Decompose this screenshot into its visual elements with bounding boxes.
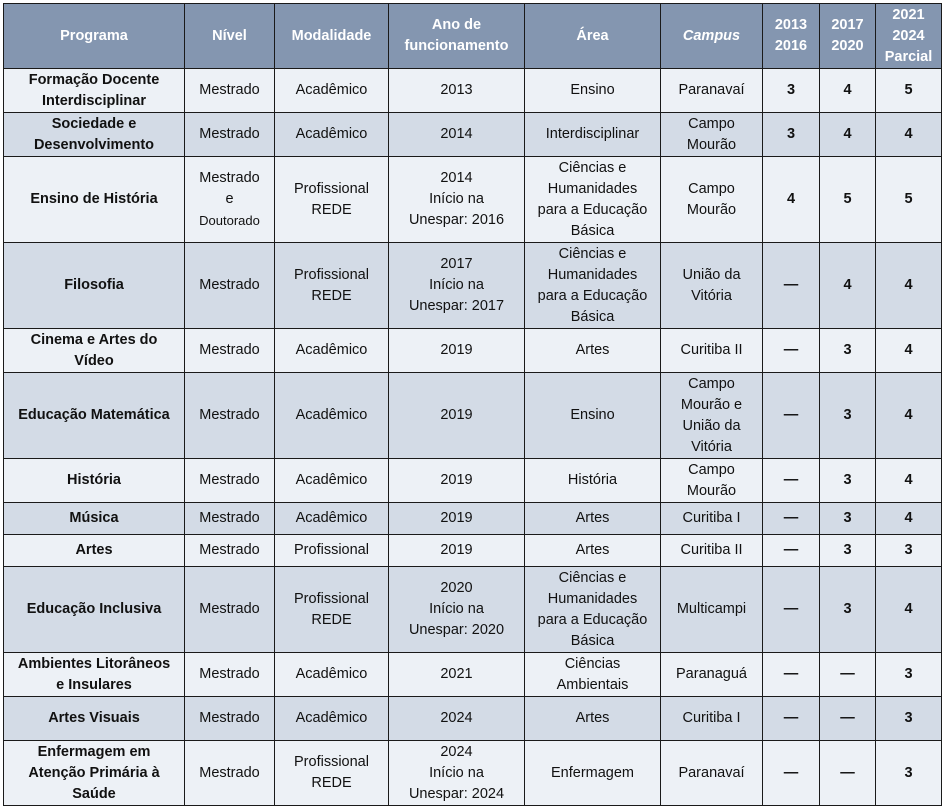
row-programa-line: Cinema e Artes do xyxy=(30,331,158,348)
row-nivel xyxy=(185,741,275,806)
row-area-line: História xyxy=(567,472,618,488)
row-area-line: Ciências e xyxy=(558,569,627,586)
header-period-line: 2020 xyxy=(831,38,864,54)
row-modalidade xyxy=(275,373,389,459)
row-ano-line: Unespar: 2017 xyxy=(408,298,505,314)
programs-table xyxy=(3,3,942,806)
row-campus-line: Campo xyxy=(688,461,735,478)
row-nivel xyxy=(185,653,275,697)
row-programa-line: Vídeo xyxy=(74,352,114,369)
row-campus xyxy=(661,243,763,329)
row-modalidade-line: Acadêmico xyxy=(295,710,368,726)
row-campus-line: Vitória xyxy=(691,287,732,304)
row-campus xyxy=(661,567,763,653)
header-ano-line: funcionamento xyxy=(404,38,509,54)
row-score-period-1: 3 xyxy=(763,113,820,157)
row-ano-line: 2019 xyxy=(440,472,473,488)
row-nivel xyxy=(185,373,275,459)
row-nivel-line: Mestrado xyxy=(199,170,260,186)
row-score-period-2: 3 xyxy=(820,503,876,535)
row-programa xyxy=(4,329,185,373)
row-area-line: Básica xyxy=(570,308,615,325)
row-programa xyxy=(4,535,185,567)
row-campus-line: Campo xyxy=(688,115,735,132)
row-campus xyxy=(661,157,763,243)
row-nivel xyxy=(185,535,275,567)
row-nivel-line: Mestrado xyxy=(199,666,260,682)
header-modalidade: Modalidade xyxy=(275,4,389,69)
row-modalidade-line: Acadêmico xyxy=(295,82,368,98)
row-campus-line: Curitiba I xyxy=(682,510,741,526)
row-campus-line: Mourão xyxy=(686,482,737,499)
header-period-line: Parcial xyxy=(884,48,933,65)
row-nivel xyxy=(185,567,275,653)
row-nivel xyxy=(185,157,275,243)
row-ano-line: Início na xyxy=(429,601,484,617)
row-modalidade xyxy=(275,69,389,113)
row-programa-line: e Insulares xyxy=(56,676,132,693)
header-period-line: 2021 xyxy=(892,6,925,23)
row-campus-line: Curitiba II xyxy=(680,342,743,358)
row-modalidade-line: Profissional xyxy=(294,590,369,607)
row-modalidade-line: Profissional xyxy=(294,180,369,197)
row-area-line: para a Educação xyxy=(537,611,648,628)
row-campus-line: Multicampi xyxy=(676,601,747,617)
row-campus xyxy=(661,69,763,113)
row-score-period-3: 4 xyxy=(876,113,942,157)
row-area-line: Artes xyxy=(575,710,610,726)
row-ano-line: 2019 xyxy=(440,407,473,423)
row-score-period-2: — xyxy=(820,741,876,806)
row-area-line: Básica xyxy=(570,632,615,649)
row-nivel xyxy=(185,69,275,113)
row-ano xyxy=(389,567,525,653)
row-area-line: Interdisciplinar xyxy=(545,126,640,142)
row-ano xyxy=(389,503,525,535)
row-programa xyxy=(4,741,185,806)
row-programa xyxy=(4,157,185,243)
row-campus xyxy=(661,697,763,741)
row-modalidade xyxy=(275,535,389,567)
row-modalidade xyxy=(275,243,389,329)
row-campus xyxy=(661,113,763,157)
row-score-period-3: 4 xyxy=(876,567,942,653)
row-campus xyxy=(661,503,763,535)
row-nivel-line: Mestrado xyxy=(199,342,260,358)
row-ano-line: 2020 xyxy=(440,580,473,596)
table-row xyxy=(4,157,942,243)
row-score-period-1: — xyxy=(763,373,820,459)
row-programa xyxy=(4,653,185,697)
row-nivel-line: Mestrado xyxy=(199,510,260,526)
row-ano-line: 2021 xyxy=(440,666,473,682)
row-score-period-1: — xyxy=(763,741,820,806)
row-campus xyxy=(661,459,763,503)
row-programa-line: Atenção Primária à xyxy=(28,764,160,781)
table-row xyxy=(4,503,942,535)
row-score-period-3: 4 xyxy=(876,459,942,503)
row-modalidade-line: Acadêmico xyxy=(295,342,368,358)
header-period-2013-2016 xyxy=(763,4,820,69)
row-area xyxy=(525,567,661,653)
row-area xyxy=(525,69,661,113)
row-area-line: Básica xyxy=(570,222,615,239)
row-score-period-3: 3 xyxy=(876,741,942,806)
row-score-period-1: — xyxy=(763,653,820,697)
row-score-period-3: 3 xyxy=(876,535,942,567)
row-programa-line: História xyxy=(67,472,121,488)
row-modalidade-line: REDE xyxy=(311,201,352,218)
row-score-period-3: 3 xyxy=(876,697,942,741)
row-score-period-3: 4 xyxy=(876,503,942,535)
row-campus xyxy=(661,373,763,459)
row-area-line: Ensino xyxy=(570,82,615,98)
row-modalidade xyxy=(275,697,389,741)
row-nivel xyxy=(185,503,275,535)
row-ano-line: 2014 xyxy=(440,126,473,142)
row-area-line: Humanidades xyxy=(547,266,638,283)
row-programa-line: Formação Docente xyxy=(28,71,160,88)
header-area: Área xyxy=(525,4,661,69)
row-nivel xyxy=(185,113,275,157)
row-score-period-1: — xyxy=(763,535,820,567)
header-period-line: 2013 xyxy=(774,17,808,33)
row-modalidade xyxy=(275,567,389,653)
row-ano-line: Início na xyxy=(429,764,484,781)
row-programa xyxy=(4,69,185,113)
row-score-period-1: — xyxy=(763,567,820,653)
row-score-period-2: 3 xyxy=(820,567,876,653)
header-row xyxy=(4,4,942,69)
row-ano xyxy=(389,329,525,373)
row-modalidade-line: Acadêmico xyxy=(295,666,368,682)
row-nivel-line: Mestrado xyxy=(199,472,260,488)
row-modalidade xyxy=(275,329,389,373)
row-area xyxy=(525,243,661,329)
row-programa-line: Ambientes Litorâneos xyxy=(17,655,171,672)
row-area-line: Ensino xyxy=(570,407,615,423)
row-nivel-line: Mestrado xyxy=(199,277,260,293)
table-row xyxy=(4,243,942,329)
row-area xyxy=(525,373,661,459)
row-score-period-2: 3 xyxy=(820,329,876,373)
row-score-period-3: 3 xyxy=(876,653,942,697)
row-ano-line: Unespar: 2016 xyxy=(408,212,505,228)
row-ano xyxy=(389,459,525,503)
row-area xyxy=(525,697,661,741)
row-area xyxy=(525,157,661,243)
table-row xyxy=(4,567,942,653)
row-score-period-2: 3 xyxy=(820,373,876,459)
row-modalidade-line: Profissional xyxy=(294,542,369,558)
table-row xyxy=(4,459,942,503)
row-nivel-line: Mestrado xyxy=(199,710,260,726)
row-area xyxy=(525,653,661,697)
row-campus-line: Curitiba II xyxy=(680,542,743,558)
row-programa xyxy=(4,567,185,653)
row-area-line: Ambientais xyxy=(556,676,629,693)
row-programa-line: Música xyxy=(69,510,119,526)
row-score-period-3: 4 xyxy=(876,329,942,373)
row-ano-line: 2019 xyxy=(440,510,473,526)
row-score-period-1: — xyxy=(763,459,820,503)
row-modalidade xyxy=(275,653,389,697)
row-ano-line: Início na xyxy=(429,277,484,293)
row-modalidade xyxy=(275,741,389,806)
header-ano xyxy=(389,4,525,69)
row-modalidade-line: Profissional xyxy=(294,266,369,283)
row-modalidade xyxy=(275,157,389,243)
row-ano xyxy=(389,741,525,806)
row-score-period-2: 4 xyxy=(820,113,876,157)
row-modalidade xyxy=(275,503,389,535)
row-nivel xyxy=(185,697,275,741)
row-campus-line: União da xyxy=(682,417,741,434)
row-programa-line: Educação Matemática xyxy=(18,407,170,423)
row-area-line: Ciências xyxy=(564,655,621,672)
row-area-line: Ciências e xyxy=(558,159,627,176)
row-score-period-3: 4 xyxy=(876,373,942,459)
row-ano-line: 2019 xyxy=(440,542,473,558)
row-campus-line: Curitiba I xyxy=(682,710,741,726)
row-nivel-line: Mestrado xyxy=(199,126,260,142)
header-ano-line: Ano de xyxy=(431,17,482,33)
row-modalidade xyxy=(275,459,389,503)
row-ano xyxy=(389,113,525,157)
row-area-line: Enfermagem xyxy=(550,764,634,781)
row-area-line: Artes xyxy=(575,342,610,358)
row-score-period-2: 3 xyxy=(820,535,876,567)
row-nivel-line: Mestrado xyxy=(199,82,260,98)
row-nivel-line: Mestrado xyxy=(199,764,260,781)
row-programa-line: Ensino de História xyxy=(30,191,158,207)
row-area xyxy=(525,741,661,806)
row-campus-line: Paranavaí xyxy=(678,764,745,781)
row-programa xyxy=(4,697,185,741)
row-programa-line: Enfermagem em xyxy=(37,743,151,760)
row-nivel-line: Mestrado xyxy=(199,542,260,558)
row-programa xyxy=(4,373,185,459)
row-programa-line: Interdisciplinar xyxy=(42,92,146,109)
row-score-period-2: 4 xyxy=(820,69,876,113)
row-campus xyxy=(661,329,763,373)
row-nivel xyxy=(185,329,275,373)
row-programa-line: Filosofia xyxy=(64,277,124,293)
row-area-line: Artes xyxy=(575,510,610,526)
row-nivel xyxy=(185,243,275,329)
row-ano xyxy=(389,157,525,243)
row-area xyxy=(525,459,661,503)
row-modalidade-line: Acadêmico xyxy=(295,407,368,423)
row-modalidade-line: REDE xyxy=(311,611,352,628)
row-ano xyxy=(389,653,525,697)
row-campus-line: Campo xyxy=(688,180,735,197)
row-nivel-line: e xyxy=(225,191,234,207)
table-row xyxy=(4,535,942,567)
row-ano-line: 2013 xyxy=(440,82,473,98)
row-ano-line: Unespar: 2020 xyxy=(408,622,505,638)
header-nivel: Nível xyxy=(185,4,275,69)
row-ano-line: 2024 xyxy=(440,710,473,726)
header-programa: Programa xyxy=(4,4,185,69)
table-row xyxy=(4,697,942,741)
row-ano xyxy=(389,243,525,329)
row-campus-line: Mourão e xyxy=(680,396,743,413)
row-programa-line: Artes Visuais xyxy=(48,710,140,726)
row-campus-line: União da xyxy=(682,266,741,283)
row-programa-line: Saúde xyxy=(72,785,116,802)
row-score-period-2: 4 xyxy=(820,243,876,329)
row-modalidade-line: Profissional xyxy=(294,754,369,770)
row-nivel xyxy=(185,459,275,503)
row-score-period-2: — xyxy=(820,653,876,697)
row-ano-line: Início na xyxy=(429,191,484,207)
table-row xyxy=(4,113,942,157)
row-ano-line: Unespar: 2024 xyxy=(408,785,505,802)
row-ano-line: 2019 xyxy=(440,342,473,358)
row-campus-line: Mourão xyxy=(686,201,737,218)
row-nivel-line: Doutorado xyxy=(199,213,260,228)
row-score-period-2: — xyxy=(820,697,876,741)
row-area xyxy=(525,503,661,535)
row-programa xyxy=(4,503,185,535)
row-campus xyxy=(661,535,763,567)
header-period-2021-2024 xyxy=(876,4,942,69)
row-score-period-1: 3 xyxy=(763,69,820,113)
row-score-period-3: 4 xyxy=(876,243,942,329)
table-row xyxy=(4,741,942,806)
row-area-line: para a Educação xyxy=(537,287,648,304)
row-score-period-1: — xyxy=(763,503,820,535)
row-campus-line: Paranavaí xyxy=(678,82,745,98)
header-period-line: 2024 xyxy=(892,27,925,44)
row-score-period-1: — xyxy=(763,329,820,373)
row-ano-line: 2014 xyxy=(440,170,473,186)
row-programa-line: Artes xyxy=(75,542,113,558)
row-score-period-1: — xyxy=(763,697,820,741)
row-programa-line: Educação Inclusiva xyxy=(26,601,162,617)
table-row xyxy=(4,373,942,459)
row-area-line: Artes xyxy=(575,542,610,558)
row-area-line: Ciências e xyxy=(558,245,627,262)
table-row xyxy=(4,329,942,373)
row-score-period-3: 5 xyxy=(876,157,942,243)
table-row xyxy=(4,653,942,697)
row-area xyxy=(525,535,661,567)
row-programa xyxy=(4,459,185,503)
row-campus xyxy=(661,741,763,806)
table-row xyxy=(4,69,942,113)
row-programa-line: Desenvolvimento xyxy=(33,136,155,153)
row-score-period-3: 5 xyxy=(876,69,942,113)
row-modalidade-line: REDE xyxy=(311,775,352,791)
row-score-period-2: 5 xyxy=(820,157,876,243)
row-campus-line: Paranaguá xyxy=(676,666,747,682)
row-modalidade-line: REDE xyxy=(311,287,352,304)
row-area-line: para a Educação xyxy=(537,201,648,218)
row-ano xyxy=(389,697,525,741)
row-area xyxy=(525,113,661,157)
row-programa xyxy=(4,113,185,157)
row-nivel-line: Mestrado xyxy=(199,407,260,423)
row-modalidade xyxy=(275,113,389,157)
row-modalidade-line: Acadêmico xyxy=(295,472,368,488)
row-campus-line: Vitória xyxy=(691,438,732,455)
row-area-line: Humanidades xyxy=(547,590,638,607)
header-period-line: 2017 xyxy=(831,17,864,33)
row-campus xyxy=(661,653,763,697)
row-ano xyxy=(389,69,525,113)
row-nivel-line: Mestrado xyxy=(199,601,260,617)
row-score-period-1: 4 xyxy=(763,157,820,243)
row-ano-line: 2017 xyxy=(440,256,473,272)
row-modalidade-line: Acadêmico xyxy=(295,126,368,142)
row-programa-line: Sociedade e xyxy=(51,115,137,132)
row-ano xyxy=(389,373,525,459)
row-area xyxy=(525,329,661,373)
row-modalidade-line: Acadêmico xyxy=(295,510,368,526)
row-area-line: Humanidades xyxy=(547,180,638,197)
table-body xyxy=(4,69,942,806)
row-ano xyxy=(389,535,525,567)
row-ano-line: 2024 xyxy=(440,743,473,760)
row-programa xyxy=(4,243,185,329)
row-score-period-1: — xyxy=(763,243,820,329)
row-campus-line: Mourão xyxy=(686,136,737,153)
header-period-2017-2020 xyxy=(820,4,876,69)
row-campus-line: Campo xyxy=(688,375,735,392)
header-period-line: 2016 xyxy=(774,38,808,54)
header-campus: Campus xyxy=(661,4,763,69)
row-score-period-2: 3 xyxy=(820,459,876,503)
